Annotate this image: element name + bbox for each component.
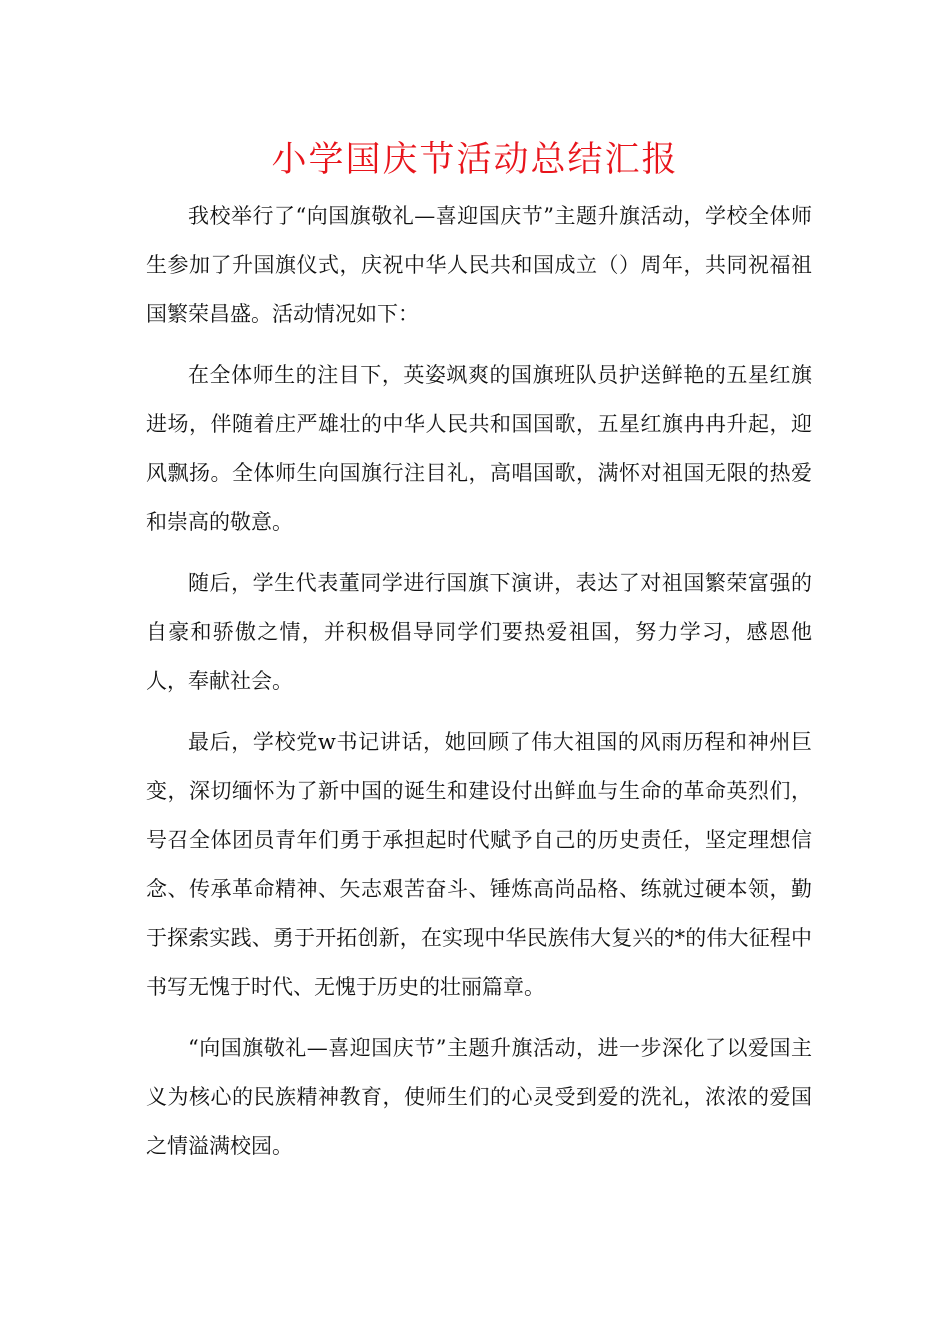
paragraph-student-speech: 随后，学生代表董同学进行国旗下演讲，表达了对祖国繁荣富强的自豪和骄傲之情，并积极倡导同学们要热爱祖国，努力学习，感恩他人，奉献社会。 <box>146 571 812 693</box>
paragraph-conclusion: “向国旗敬礼—喜迎国庆节”主题升旗活动，进一步深化了以爱国主义为核心的民族精神教育，使师生们的心灵受到爱的洗礼，浓浓的爱国之情溢满校园。 <box>146 1036 812 1158</box>
document-title: 小学国庆节活动总结汇报 <box>271 140 679 180</box>
paragraph-secretary-speech: 最后，学校党w书记讲话，她回顾了伟大祖国的风雨历程和神州巨变，深切缅怀为了新中国的诞生和建设付出鲜血与生命的革命英烈们，号召全体团员青年们勇于承担起时代赋予自己的历史责任，坚定理想信念、传承革命精神、矢志艰苦奋斗、锤炼高尚品格、练就过硬本领，勤于探索实践、勇于开拓创新，在实现中华民族伟大复兴的*的伟大征程中书写无愧于时代、无愧于历史的壮丽篇章。 <box>146 730 812 999</box>
document-body <box>146 192 812 1183</box>
paragraph-flag-raising: 在全体师生的注目下，英姿飒爽的国旗班队员护送鲜艳的五星红旗进场，伴随着庄严雄壮的中华人民共和国国歌，五星红旗冉冉升起，迎风飘扬。全体师生向国旗行注目礼，高唱国歌，满怀对祖国无限的热爱和崇高的敬意。 <box>146 363 812 534</box>
paragraph-intro: 我校举行了“向国旗敬礼—喜迎国庆节”主题升旗活动，学校全体师生参加了升国旗仪式，庆祝中华人民共和国成立（）周年，共同祝福祖国繁荣昌盛。活动情况如下： <box>146 204 812 326</box>
